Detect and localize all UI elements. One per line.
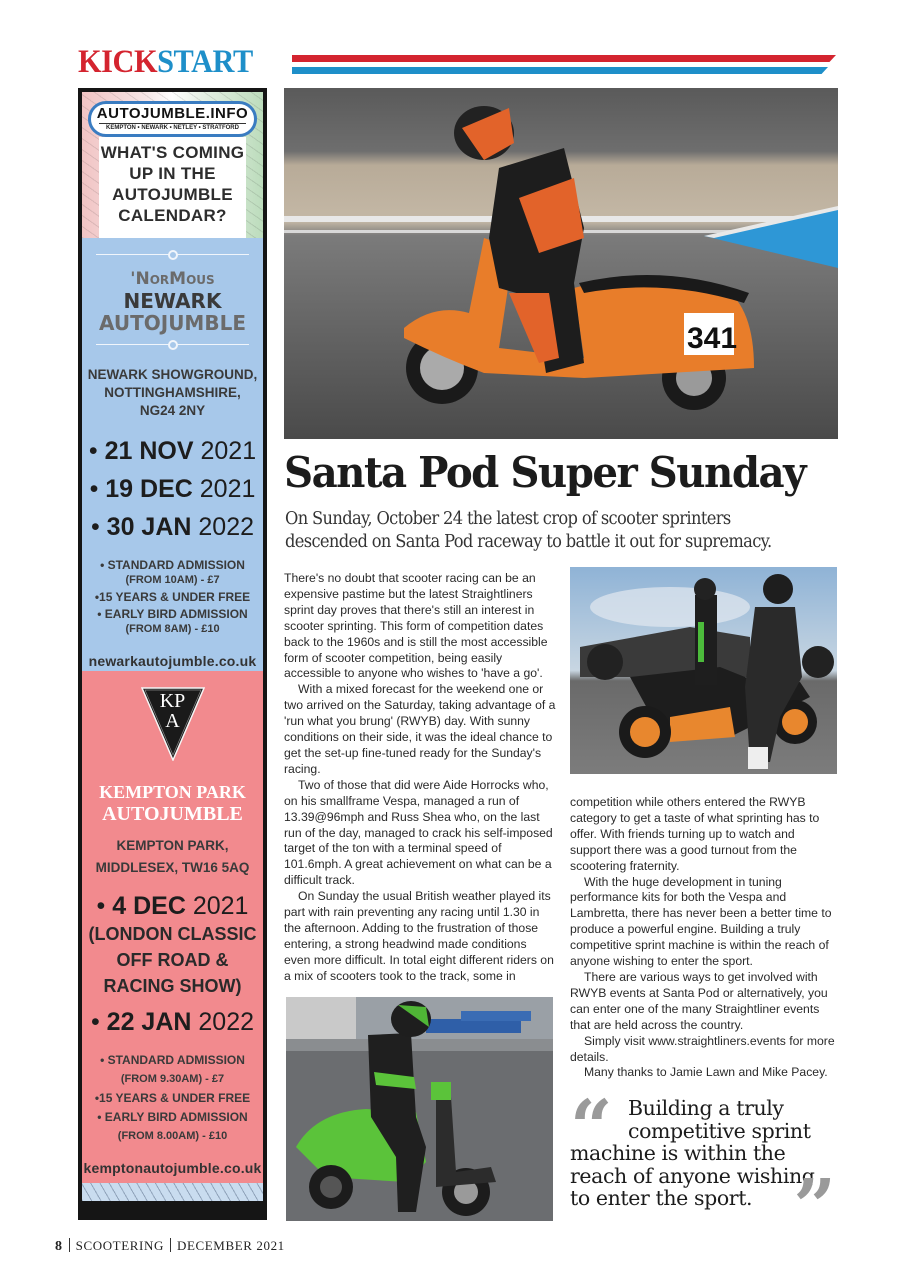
- header-stripe-red: [292, 55, 836, 62]
- body-paragraph: Two of those that did were Aide Horrocks who, on his smallframe Vespa, managed a run of 13.39@96mph and Russ Shea who, on the last run of the day, managed to crack his self-imposed target of the ton with a terminal speed of 101.6mph. A great achievement on what can be a difficult track.: [284, 777, 553, 888]
- section-header: [78, 44, 838, 80]
- ornament-divider: [96, 250, 249, 260]
- newark-title: 'NorMous NEWARK AUTOJUMBLE: [99, 269, 246, 335]
- body-paragraph: With a mixed forecast for the weekend one or two arrived on the Saturday, taking advantage of a 'run what you brung' (RWYB) day. With sunny conditions on their side, it was the ideal chance to get the set-up fine-tuned ready for the Sunday's racing.: [284, 682, 556, 776]
- issue-date: DECEMBER 2021: [176, 1238, 285, 1253]
- calendar-question: WHAT'S COMING UP IN THE AUTOJUMBLE CALENDAR?: [99, 137, 246, 238]
- advert-top-panel: [82, 92, 263, 238]
- page-number: 8: [55, 1239, 63, 1254]
- body-paragraph: There are various ways to get involved with RWYB events at Santa Pod or alternatively, you can enter one of the many Straightliner events that are held across the country.: [570, 969, 828, 1032]
- photo-green-vespa-rider: [286, 997, 553, 1221]
- kempton-admission: • STANDARD ADMISSION (FROM 9.30AM) - £7 •15 YEARS & UNDER FREE • EARLY BIRD ADMISSION (FROM 8.00AM) - £10: [94, 1053, 251, 1142]
- body-paragraph: There's no doubt that scooter racing can be an expensive pastime but the latest Straightliners sprint day proves that there's still an interest in scooter sprinting. This form of competition dates back to the 1960s and is still the most accessible form of scooter competition, being easily accessible to anyone who wishes to 'have a go'.: [284, 571, 548, 681]
- advert-bottom-illustration: [82, 1183, 263, 1201]
- photo-riders-with-sprint-scooter: [570, 567, 837, 774]
- header-stripe-blue: [292, 67, 828, 74]
- footer-divider: [69, 1238, 70, 1252]
- body-paragraph: Many thanks to Jamie Lawn and Mike Pacey.: [584, 1065, 828, 1080]
- body-paragraph: With the huge development in tuning performance kits for both the Vespa and Lambretta, there has never been a better time to produce a powerful engine. Building a truly competitive sprint machine is within the reach of anyone wishing to enter the sport.: [570, 874, 832, 969]
- main-photo-orange-scooter: [284, 88, 838, 439]
- pull-quote: “ Building a truly competitive sprint machine is within the reach of anyone wishing to enter the sport. ”: [570, 1085, 830, 1250]
- newark-autojumble-panel: [82, 238, 263, 671]
- kempton-date-note: (LONDON CLASSIC OFF ROAD & RACING SHOW): [88, 924, 257, 996]
- newark-date: • 30 JAN 2022: [90, 513, 255, 541]
- kempton-title: KEMPTON PARK AUTOJUMBLE: [99, 782, 246, 825]
- autojumble-advert: [78, 88, 267, 1220]
- newark-admission: • STANDARD ADMISSION (FROM 10AM) - £7 •15 YEARS & UNDER FREE • EARLY BIRD ADMISSION (FROM 8AM) - £10: [94, 558, 251, 635]
- body-paragraph: competition while others entered the RWYB category to get a taste of what sprinting has to offer. With friends turning up to watch and support there was a good turnout from the scootering fraternity.: [570, 795, 820, 873]
- newark-website: newarkautojumble.co.uk: [88, 653, 257, 669]
- section-title-kick: KICK: [78, 44, 158, 80]
- kempton-autojumble-panel: [82, 671, 263, 1201]
- section-title-start: START: [157, 44, 253, 80]
- kempton-date: • 4 DEC 2021: [96, 892, 249, 920]
- newark-date: • 21 NOV 2021: [88, 437, 257, 465]
- article-standfirst: On Sunday, October 24 the latest crop of scooter sprinters descended on Santa Pod raceway to battle it out for supremacy.: [285, 509, 772, 552]
- magazine-name: SCOOTERING: [75, 1238, 164, 1253]
- svg-text:341: 341: [687, 322, 738, 355]
- kempton-date: • 22 JAN 2022: [90, 1008, 255, 1036]
- kpa-logo: KP A: [141, 687, 205, 761]
- footer-divider: [170, 1238, 171, 1252]
- close-quote-icon: ”: [793, 1163, 830, 1250]
- article-body-left-column: [284, 571, 556, 985]
- article-headline: Santa Pod Super Sunday: [284, 448, 805, 497]
- open-quote-icon: “: [570, 1085, 607, 1171]
- autojumble-info-logo: AUTOJUMBLE.INFO KEMPTON • NEWARK • NETLEY • STRATFORD: [88, 101, 257, 137]
- article-body-right-column: [570, 795, 838, 1081]
- newark-address: NEWARK SHOWGROUND, NOTTINGHAMSHIRE, NG24 2NY: [87, 367, 258, 418]
- section-title: [78, 44, 253, 80]
- kempton-website: kemptonautojumble.co.uk: [83, 1160, 262, 1176]
- body-paragraph: Simply visit www.straightliners.events for more details.: [570, 1033, 835, 1064]
- ornament-divider: [96, 340, 249, 350]
- page-footer: [55, 1238, 285, 1255]
- kempton-address: KEMPTON PARK, MIDDLESEX, TW16 5AQ: [95, 838, 250, 875]
- newark-date: • 19 DEC 2021: [89, 475, 256, 503]
- body-paragraph: On Sunday the usual British weather played its part with rain preventing any racing until 1.30 in the afternoon. Adding to the frustration of those entering, a strong headwind made conditions even more difficult. In total eight different riders on a mix of scooters took to the track, some in: [284, 889, 554, 983]
